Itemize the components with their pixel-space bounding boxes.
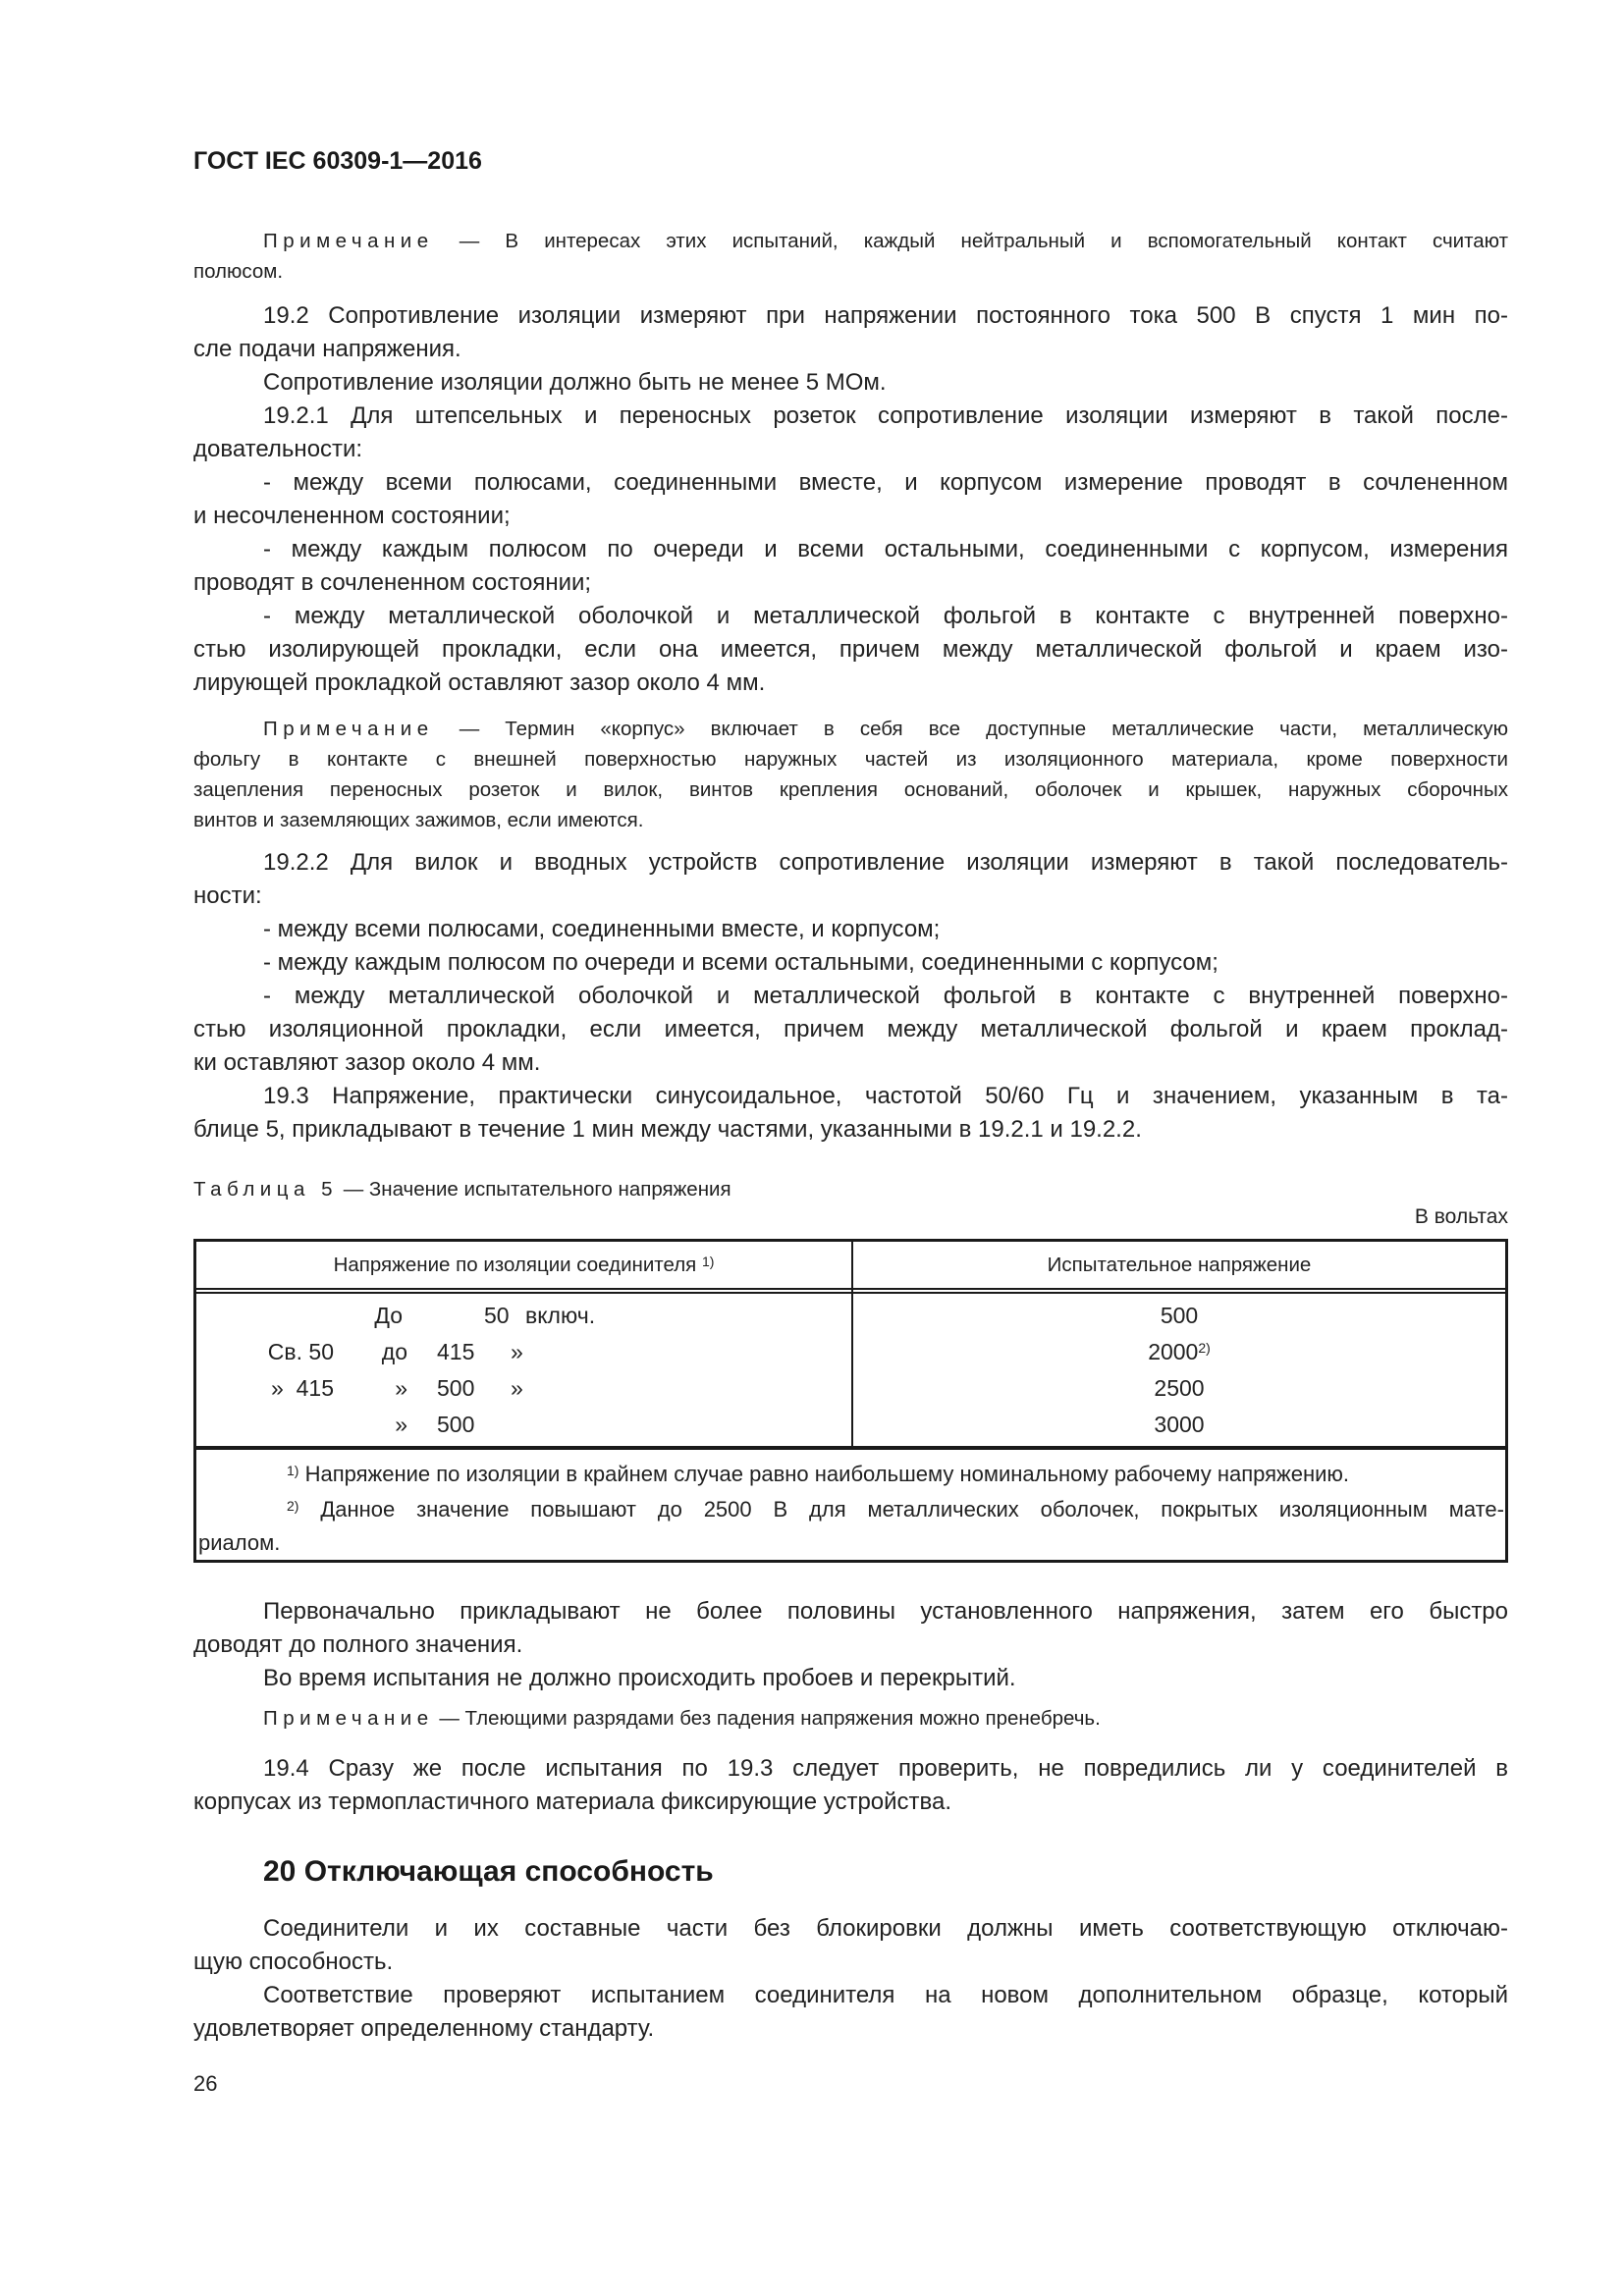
test-voltage-table: Напряжение по изоляции соединителя $^{1)}$ Испытательное напряжение До 50 включ. 500 Св. 50 до 415 » 2000$^{2)}$ » 415 » 500 » 2500 » 500 3000 $^{1)}$ Напряжение по изоляции в крайнем случае равно наибольшему номинальному рабочему напряжению. $^{2)}$ Данное значение повышают до 2500 В для металлических оболочек, покрытых изоляционным мате- риалом.	[193, 1239, 1508, 1563]
column-header-test-voltage: Испытательное напряжение	[1047, 1254, 1312, 1276]
list-item: - между металлической оболочкой и металлической фольгой в контакте с внутренней поверхно-	[263, 983, 1508, 1009]
note-line: Примечание — В интересах этих испытаний, каждый нейтральный и вспомогательный контакт считают	[263, 230, 1508, 252]
note-line: полюсом.	[193, 260, 284, 283]
table-footnote-2: $^{2)}$ Данное значение повышают до 2500 В для металлических оболочек, покрытых изоляционным мате- риалом.	[198, 1497, 1504, 1555]
paragraph-19-2-1: 19.2.1 Для штепсельных и переносных розеток сопротивление изоляции измеряют в такой после- довательности: - между всеми полюсами, соединенными вместе, и корпусом измерение проводят в сочлененном и несочлененном состоянии; - между каждым полюсом по очереди и всеми остальными, соединенными с корпусом, измерения проводят в сочлененном состоянии; - между металлической оболочкой и металлической фольгой в контакте с внутренней поверхно- стью изолирующей прокладки, если она имеется, причем между металлической фольгой и краем изо- лирующей прокладкой оставляют зазор около 4 мм.	[193, 402, 1508, 696]
list-item: - между каждым полюсом по очереди и всеми остальными, соединенными с корпусом, измерения	[263, 536, 1508, 562]
note-glow-discharge: Примечание — Тлеющими разрядами без падения напряжения можно пренебречь.	[263, 1707, 1101, 1730]
column-header-insulation-voltage: Напряжение по изоляции соединителя $^{1)}$	[333, 1254, 715, 1276]
table-units: В вольтах	[1414, 1205, 1508, 1228]
paragraph-section-20: Соединители и их составные части без блокировки должны иметь соответствующую отключаю- щую способность. Соответствие проверяют испытанием соединителя на новом дополнительном образце, который удовлетворяет определенному стандарту.	[193, 1915, 1508, 2042]
section-heading-20: 20 Отключающая способность	[263, 1855, 714, 1888]
note-label: Примечание	[263, 718, 434, 740]
note-label: Примечание	[263, 230, 434, 252]
paragraph-19-3: 19.3 Напряжение, практически синусоидальное, частотой 50/60 Гц и значением, указанным в та-	[263, 1083, 1508, 1109]
paragraph-19-2-2: 19.2.2 Для вилок и вводных устройств сопротивление изоляции измеряют в такой последователь- ности: - между всеми полюсами, соединенными вместе, и корпусом; - между каждым полюсом по очереди и всеми остальными, соединенными с корпусом; - между металлической оболочкой и металлической фольгой в контакте с внутренней поверхно- стью изоляционной прокладки, если имеется, причем между металлической фольгой и краем проклад- ки оставляют зазор около 4 мм. 19.3 Напряжение, практически синусоидальное, частотой 50/60 Гц и значением, указанным в та- блице 5, прикладывают в течение 1 мин между частями, указанными в 19.2.1 и 19.2.2.	[193, 849, 1508, 1143]
paragraph-19-2: 19.2 Сопротивление изоляции измеряют при напряжении постоянного тока 500 В спустя 1 мин по- сле подачи напряжения. Сопротивление изоляции должно быть не менее 5 МОм.	[193, 302, 1508, 396]
list-item: - между каждым полюсом по очереди и всеми остальными, соединенными с корпусом;	[263, 949, 1218, 976]
note-label: Примечание	[263, 1707, 434, 1730]
table-footnote-1: $^{1)}$ Напряжение по изоляции в крайнем случае равно наибольшему номинальному рабочему напряжению.	[287, 1462, 1350, 1486]
list-item: - между всеми полюсами, соединенными вместе, и корпусом измерение проводят в сочлененном	[263, 469, 1508, 496]
page-number: 26	[193, 2071, 218, 2096]
note-poles	[193, 226, 1508, 287]
document-code: ГОСТ IEC 60309-1—2016	[193, 147, 482, 175]
paragraph-no-breakdown: Во время испытания не должно происходить пробоев и перекрытий.	[263, 1665, 1016, 1691]
insulation-requirement: Сопротивление изоляции должно быть не менее 5 МОм.	[263, 369, 887, 396]
table-caption: Таблица 5 — Значение испытательного напряжения	[193, 1178, 731, 1201]
paragraph-voltage-application: Первоначально прикладывают не более половины установленного напряжения, затем его быстро доводят до полного значения. Во время испытания не должно происходить пробоев и перекрытий.	[193, 1598, 1508, 1691]
list-item: - между всеми полюсами, соединенными вместе, и корпусом;	[263, 916, 941, 942]
note-housing-term: Примечание — Термин «корпус» включает в себя все доступные металлические части, металлическую фольгу в контакте с внешней поверхностью наружных частей из изоляционного материала, кроме поверхности зацепления переносных розеток и вилок, винтов крепления оснований, оболочек и крышек, наружных сборочных винтов и заземляющих зажимов, если имеются.	[193, 718, 1508, 831]
paragraph-19-4: 19.4 Сразу же после испытания по 19.3 следует проверить, не повредились ли у соединителей в корпусах из термопластичного материала фиксирующие устройства.	[193, 1755, 1508, 1815]
footnote-divider	[196, 1446, 1505, 1450]
list-item: - между металлической оболочкой и металлической фольгой в контакте с внутренней поверхно-	[263, 603, 1508, 629]
